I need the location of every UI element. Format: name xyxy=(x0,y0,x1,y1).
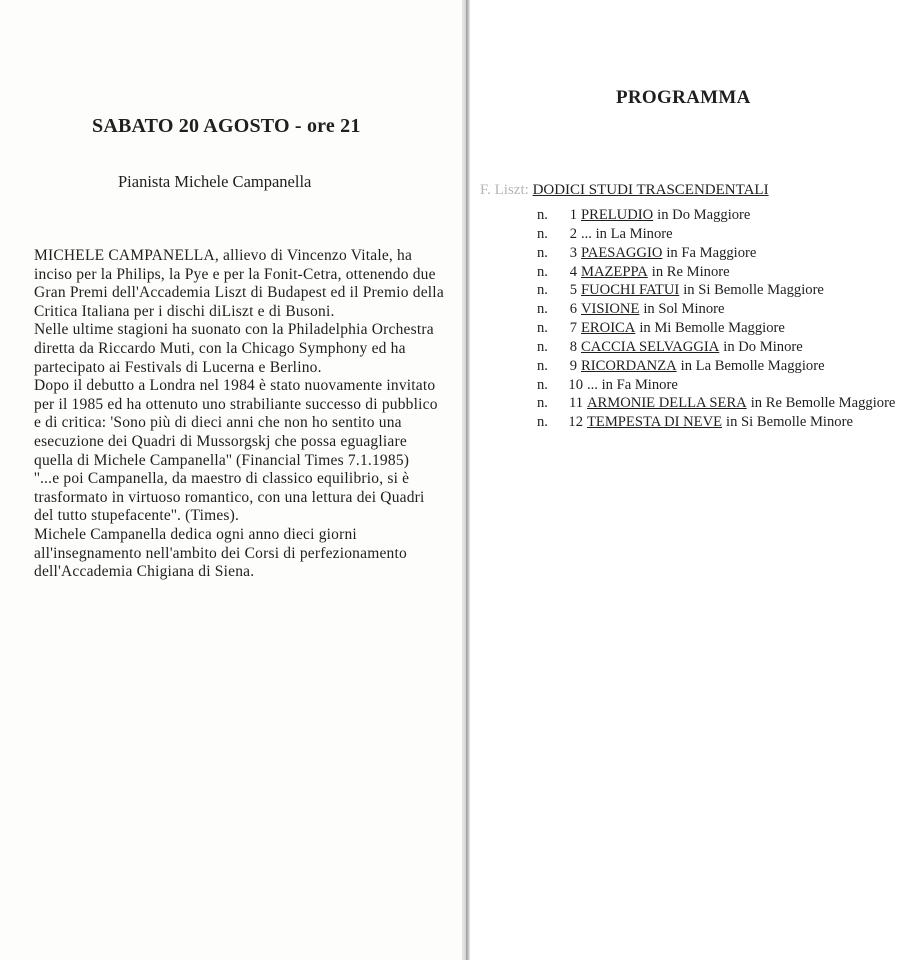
study-item xyxy=(537,206,895,225)
study-prefix: n. xyxy=(537,282,548,299)
study-item xyxy=(537,225,895,244)
study-key: in Fa Maggiore xyxy=(666,244,757,261)
study-name: TEMPESTA DI NEVE xyxy=(587,414,723,431)
study-prefix: n. xyxy=(537,338,548,355)
study-name: EROICA xyxy=(581,320,636,337)
study-key: ... in La Minore xyxy=(581,225,673,242)
study-item xyxy=(537,244,895,263)
study-prefix: n. xyxy=(537,320,548,337)
study-item xyxy=(537,338,895,357)
study-number: 5 xyxy=(569,282,577,299)
study-name: RICORDANZA xyxy=(581,357,677,374)
study-name: MAZEPPA xyxy=(581,263,648,280)
event-title: SABATO 20 AGOSTO - ore 21 xyxy=(92,115,361,137)
study-key: in Mi Bemolle Maggiore xyxy=(639,320,785,337)
right-page xyxy=(470,0,922,960)
bio-paragraph: Dopo il debutto a Londra nel 1984 è stato nuovamente invitato per il 1985 ed ha ottenuto uno strabiliante successo di pubblico e di critica: 'Sono più di dieci anni che non ho sentito una esecuzione dei Quadri di Mussorgskj che possa eguagliare quella di Michele Campanella'' (Financial Times 7.1.1985) xyxy=(34,377,438,469)
study-number: 1 xyxy=(569,207,577,223)
study-number: 3 xyxy=(569,244,577,261)
study-prefix: n. xyxy=(537,376,548,393)
study-key: in Do Minore xyxy=(723,338,803,355)
study-key: in Do Maggiore xyxy=(657,207,751,223)
biography xyxy=(34,247,446,582)
bio-paragraph: Michele Campanella dedica ogni anno dieci giorni all'insegnamento nell'ambito dei Corsi di perfezionamento dell'Accademia Chigiana di Siena. xyxy=(34,525,407,581)
study-item xyxy=(537,263,895,282)
study-number: 4 xyxy=(569,263,577,280)
performer-line: Pianista Michele Campanella xyxy=(118,172,312,191)
composer-line xyxy=(480,182,769,199)
study-number: 10 xyxy=(568,376,583,393)
study-prefix: n. xyxy=(537,301,548,318)
study-prefix: n. xyxy=(537,225,548,242)
study-number: 8 xyxy=(569,338,577,355)
study-prefix: n. xyxy=(537,244,548,261)
bio-paragraph: MICHELE CAMPANELLA, allievo di Vincenzo Vitale, ha inciso per la Philips, la Pye e per la Fonit-Cetra, ottenendo due Gran Premi dell'Accademia Liszt di Budapest ed il Premio della Critica Italiana per i dischi diLiszt e di Busoni. xyxy=(34,247,444,320)
study-key: in Si Bemolle Minore xyxy=(726,414,853,431)
study-key: in Si Bemolle Maggiore xyxy=(683,282,824,299)
study-name: FUOCHI FATUI xyxy=(581,282,680,299)
study-item xyxy=(537,394,895,413)
work-title: DODICI STUDI TRASCENDENTALI xyxy=(532,182,769,198)
study-item xyxy=(537,376,895,395)
study-key: ... in Fa Minore xyxy=(587,376,678,393)
study-prefix: n. xyxy=(537,414,548,431)
composer-name: F. Liszt: xyxy=(480,182,529,198)
study-prefix: n. xyxy=(537,263,548,280)
study-item xyxy=(537,413,895,432)
study-key: in La Bemolle Maggiore xyxy=(680,357,825,374)
study-item xyxy=(537,319,895,338)
study-key: in Sol Minore xyxy=(643,301,725,318)
study-number: 2 xyxy=(569,225,577,242)
study-key: in Re Bemolle Maggiore xyxy=(750,395,896,412)
study-name: ARMONIE DELLA SERA xyxy=(587,395,747,412)
studies-list xyxy=(537,206,895,432)
study-number: 7 xyxy=(569,320,577,337)
study-prefix: n. xyxy=(537,395,548,412)
bio-paragraph: ''...e poi Campanella, da maestro di classico equilibrio, si è trasformato in virtuoso romantico, con una lettura dei Quadri del tutto stupefacente''. (Times). xyxy=(34,470,425,525)
study-number: 12 xyxy=(568,414,583,431)
page-gutter xyxy=(462,0,470,960)
study-item xyxy=(537,300,895,319)
study-item xyxy=(537,357,895,376)
bio-paragraph: Nelle ultime stagioni ha suonato con la Philadelphia Orchestra diretta da Riccardo Muti, con la Chicago Symphony ed ha partecipato ai Festivals di Lucerna e Berlino. xyxy=(34,321,434,376)
study-number: 6 xyxy=(569,301,577,318)
study-number: 11 xyxy=(568,395,583,412)
study-name: CACCIA SELVAGGIA xyxy=(581,338,720,355)
study-name: PRELUDIO xyxy=(581,207,654,223)
study-name: PAESAGGIO xyxy=(581,244,663,261)
program-title: PROGRAMMA xyxy=(616,87,751,108)
study-name: VISIONE xyxy=(581,301,640,318)
study-key: in Re Minore xyxy=(651,263,730,280)
study-prefix: n. xyxy=(537,357,548,374)
study-prefix: n. xyxy=(537,207,548,223)
study-number: 9 xyxy=(569,357,577,374)
study-item xyxy=(537,281,895,300)
